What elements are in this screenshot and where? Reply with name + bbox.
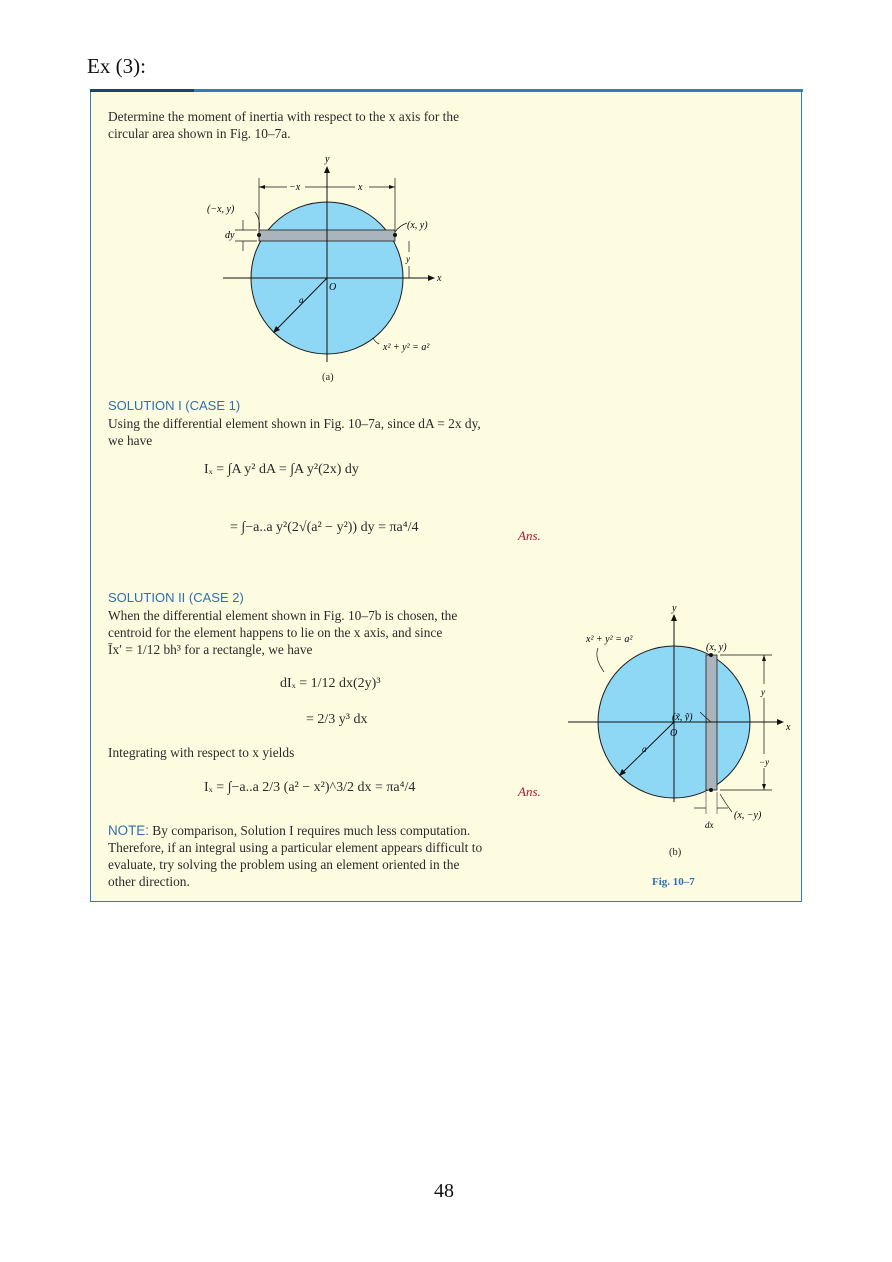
bottom-point-label: (x, −y) [734, 810, 762, 821]
y-axis-label-b: y [672, 603, 677, 614]
right-point-label: (x, y) [407, 220, 428, 231]
circle-eq-label-a: x² + y² = a² [383, 342, 430, 353]
circle-eq-label-b: x² + y² = a² [586, 634, 633, 645]
dim-arrow-right [389, 185, 395, 189]
solution1-line1: Using the differential element shown in Fig. 10–7a, since dA = 2x dy, [108, 416, 481, 431]
dim-arrow-left [259, 185, 265, 189]
x-axis-arrow-b [777, 719, 784, 725]
dim-arrow-top-b [762, 655, 766, 661]
origin-label-b: O [670, 728, 678, 739]
radius-label-a: a [299, 295, 304, 305]
y-axis-arrow-a [324, 166, 330, 173]
solution1-heading: SOLUTION I (CASE 1) [108, 398, 241, 413]
solution2-eq2: = 2/3 y³ dx [306, 712, 368, 727]
centroid-label: (x̃, ỹ) [672, 712, 693, 723]
solution1-line2: we have [108, 433, 153, 448]
y-axis-arrow-b [671, 614, 677, 621]
note-line1-text: By comparison, Solution I requires much less computation. [152, 823, 471, 838]
note-line1 [108, 822, 470, 839]
dim-y-label-b: y [761, 687, 765, 697]
dim-arrow-bottom-b [762, 784, 766, 790]
problem-statement-line1: Determine the moment of inertia with respect to the x axis for the [108, 109, 460, 124]
leader-right-point [395, 223, 407, 232]
x-axis-label-b: x [786, 722, 791, 733]
figure-a [195, 150, 465, 390]
solution2-line3: Īx′ = 1/12 bh³ for a rectangle, we have [108, 642, 313, 657]
top-point-label: (x, y) [706, 642, 727, 653]
leader-bottom-point [720, 794, 732, 812]
note-line4: other direction. [108, 874, 190, 889]
dx-label: dx [705, 820, 714, 830]
dim-right-label: x [358, 182, 363, 193]
left-point-label: (−x, y) [207, 204, 235, 215]
strip-left-point [257, 233, 261, 237]
x-axis-arrow-a [428, 275, 435, 281]
solution2-line1: When the differential element shown in Fig. 10–7b is chosen, the [108, 608, 458, 623]
solution2-eq1: dIₓ = 1/12 dx(2y)³ [280, 676, 381, 691]
solution1-eq1: Iₓ = ∫A y² dA = ∫A y²(2x) dy [204, 462, 359, 477]
solution2-eq3: Iₓ = ∫−a..a 2/3 (a² − x²)^3/2 dx = πa⁴/4 [204, 780, 416, 795]
strip-bottom-point [709, 788, 713, 792]
panel-top-accent [90, 89, 194, 92]
dim-left-label: −x [289, 182, 301, 193]
radius-label-b: a [642, 744, 647, 754]
solution2-heading: SOLUTION II (CASE 2) [108, 590, 244, 605]
note-line3: evaluate, try solving the problem using an element oriented in the [108, 857, 460, 872]
example-title: Ex (3): [87, 54, 146, 78]
solution2-integrating: Integrating with respect to x yields [108, 745, 295, 760]
problem-statement-line2: circular area shown in Fig. 10–7a. [108, 126, 291, 141]
solution1-ans: Ans. [518, 528, 541, 543]
figure-number-label: Fig. 10–7 [652, 876, 695, 888]
dy-label: dy [225, 230, 235, 241]
strip-top-point [709, 653, 713, 657]
note-heading: NOTE: [108, 823, 149, 838]
figure-b-caption: (b) [669, 847, 682, 858]
dim-ny-label-b: −y [759, 757, 770, 767]
panel-top-border [90, 89, 803, 92]
solution1-eq2: = ∫−a..a y²(2√(a² − y²)) dy = πa⁴/4 [230, 520, 419, 535]
leader-circle-eq [373, 338, 379, 344]
solution2-line2: centroid for the element happens to lie on the x axis, and since [108, 625, 443, 640]
solution2-ans: Ans. [518, 784, 541, 799]
origin-label-a: O [329, 282, 337, 293]
strip-right-point [393, 233, 397, 237]
figure-a-caption: (a) [322, 372, 334, 383]
figure-b [560, 602, 796, 842]
leader-circle-eq-b [597, 648, 604, 672]
note-line2: Therefore, if an integral using a particular element appears difficult to [108, 840, 483, 855]
y-dim-label-a: y [406, 254, 410, 264]
page-number: 48 [434, 1180, 454, 1202]
x-axis-label-a: x [437, 273, 442, 284]
y-axis-label-a: y [325, 154, 330, 165]
